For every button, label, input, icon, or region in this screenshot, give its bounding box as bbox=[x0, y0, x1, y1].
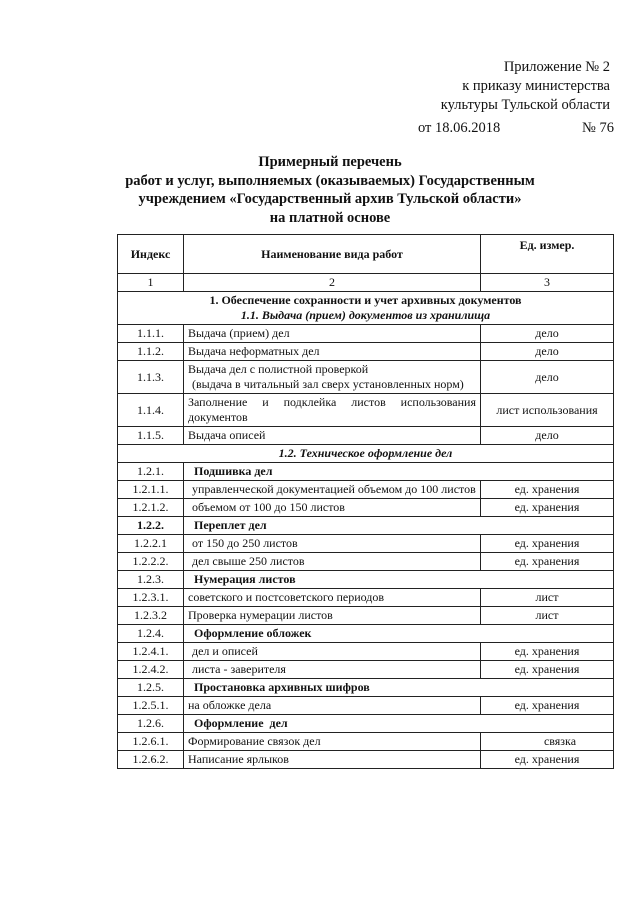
row-unit: ед. хранения bbox=[481, 499, 614, 517]
row-unit: дело bbox=[481, 343, 614, 361]
row-unit: ед. хранения bbox=[481, 751, 614, 769]
row-unit: дело bbox=[481, 361, 614, 394]
group-name: Переплет дел bbox=[184, 517, 614, 535]
row-unit: дело bbox=[481, 325, 614, 343]
table-row bbox=[118, 499, 614, 517]
column-number: 2 bbox=[184, 274, 481, 292]
subsection-title: 1.2. Техническое оформление дел bbox=[118, 445, 614, 463]
row-name: Выдача описей bbox=[184, 427, 481, 445]
table-header-row bbox=[118, 235, 614, 274]
order-number: № 76 bbox=[582, 120, 614, 136]
row-unit: связка bbox=[481, 733, 614, 751]
title-line-1: Примерный перечень bbox=[258, 154, 402, 170]
section-row bbox=[118, 292, 614, 325]
table-row bbox=[118, 553, 614, 571]
row-unit: лист bbox=[481, 589, 614, 607]
header-name: Наименование вида работ bbox=[184, 235, 481, 274]
row-name: Выдача (прием) дел bbox=[184, 325, 481, 343]
services-table bbox=[117, 234, 614, 769]
title-line-3: учреждением «Государственный архив Тульской области» bbox=[138, 191, 522, 207]
row-index: 1.1.2. bbox=[118, 343, 184, 361]
title-line-2: работ и услуг, выполняемых (оказываемых) Государственным bbox=[125, 172, 535, 189]
row-unit: лист bbox=[481, 607, 614, 625]
row-index: 1.2.3.1. bbox=[118, 589, 184, 607]
group-row bbox=[118, 625, 614, 643]
row-unit: ед. хранения bbox=[481, 535, 614, 553]
column-number: 1 bbox=[118, 274, 184, 292]
column-numbers-row bbox=[118, 274, 614, 292]
row-name: Написание ярлыков bbox=[184, 751, 481, 769]
group-row bbox=[118, 571, 614, 589]
row-name: Заполнение и подклейка листов использования документов bbox=[184, 394, 481, 427]
row-index: 1.2.2.2. bbox=[118, 553, 184, 571]
group-name: Оформление дел bbox=[184, 715, 614, 733]
row-name-line-2: (выдача в читальный зал сверх установленных норм) bbox=[192, 377, 464, 391]
table-row bbox=[118, 343, 614, 361]
table-row bbox=[118, 697, 614, 715]
row-index: 1.1.5. bbox=[118, 427, 184, 445]
row-index: 1.2.3.2 bbox=[118, 607, 184, 625]
subsection-row bbox=[118, 445, 614, 463]
appendix-order-ref: к приказу министерства bbox=[462, 78, 610, 94]
row-unit: ед. хранения bbox=[481, 553, 614, 571]
row-unit: ед. хранения bbox=[481, 643, 614, 661]
row-name: листа - заверителя bbox=[184, 661, 481, 679]
table-row bbox=[118, 394, 614, 427]
row-name: Формирование связок дел bbox=[184, 733, 481, 751]
group-name: Нумерация листов bbox=[184, 571, 614, 589]
order-date: от 18.06.2018 bbox=[418, 120, 501, 136]
group-index: 1.2.1. bbox=[118, 463, 184, 481]
row-unit: лист использования bbox=[481, 394, 614, 427]
row-index: 1.2.6.1. bbox=[118, 733, 184, 751]
table-row bbox=[118, 733, 614, 751]
row-name: Выдача неформатных дел bbox=[184, 343, 481, 361]
row-name-line-1: Выдача дел с полистной проверкой bbox=[188, 362, 369, 376]
group-index: 1.2.3. bbox=[118, 571, 184, 589]
table-row bbox=[118, 427, 614, 445]
table-row bbox=[118, 325, 614, 343]
section-title: 1. Обеспечение сохранности и учет архивных документов bbox=[209, 293, 522, 307]
table-row bbox=[118, 535, 614, 553]
group-name: Подшивка дел bbox=[184, 463, 614, 481]
group-name: Простановка архивных шифров bbox=[184, 679, 614, 697]
row-name: от 150 до 250 листов bbox=[184, 535, 481, 553]
appendix-number: Приложение № 2 bbox=[503, 59, 610, 75]
row-index: 1.2.2.1 bbox=[118, 535, 184, 553]
row-index: 1.2.1.2. bbox=[118, 499, 184, 517]
row-unit: ед. хранения bbox=[481, 697, 614, 715]
header-unit: Ед. измер. bbox=[481, 235, 614, 274]
column-number: 3 bbox=[481, 274, 614, 292]
group-index: 1.2.2. bbox=[118, 517, 184, 535]
row-unit: ед. хранения bbox=[481, 481, 614, 499]
group-index: 1.2.4. bbox=[118, 625, 184, 643]
row-unit: дело bbox=[481, 427, 614, 445]
row-name: управленческой документацией объемом до 100 листов bbox=[184, 481, 481, 499]
subsection-title: 1.1. Выдача (прием) документов из хранилища bbox=[240, 308, 491, 322]
row-unit: ед. хранения bbox=[481, 661, 614, 679]
row-name: на обложке дела bbox=[184, 697, 481, 715]
group-row bbox=[118, 715, 614, 733]
row-index: 1.1.1. bbox=[118, 325, 184, 343]
row-name bbox=[184, 361, 481, 394]
table-row bbox=[118, 661, 614, 679]
table-row bbox=[118, 481, 614, 499]
group-row bbox=[118, 679, 614, 697]
appendix-header bbox=[350, 58, 610, 115]
row-name: Проверка нумерации листов bbox=[184, 607, 481, 625]
appendix-ministry: культуры Тульской области bbox=[440, 97, 610, 113]
row-index: 1.2.6.2. bbox=[118, 751, 184, 769]
row-name: объемом от 100 до 150 листов bbox=[184, 499, 481, 517]
table-row bbox=[118, 607, 614, 625]
title-line-4: на платной основе bbox=[269, 209, 391, 226]
row-name: советского и постсоветского периодов bbox=[184, 589, 481, 607]
row-index: 1.2.4.2. bbox=[118, 661, 184, 679]
group-index: 1.2.5. bbox=[118, 679, 184, 697]
row-index: 1.1.4. bbox=[118, 394, 184, 427]
header-index: Индекс bbox=[118, 235, 184, 274]
row-index: 1.2.5.1. bbox=[118, 697, 184, 715]
row-index: 1.2.4.1. bbox=[118, 643, 184, 661]
group-row bbox=[118, 463, 614, 481]
row-name: дел свыше 250 листов bbox=[184, 553, 481, 571]
group-name: Оформление обложек bbox=[184, 625, 614, 643]
group-index: 1.2.6. bbox=[118, 715, 184, 733]
row-name: дел и описей bbox=[184, 643, 481, 661]
table-row bbox=[118, 751, 614, 769]
table-row bbox=[118, 589, 614, 607]
group-row bbox=[118, 517, 614, 535]
table-row bbox=[118, 361, 614, 394]
table-row bbox=[118, 643, 614, 661]
document-title bbox=[110, 153, 550, 227]
row-index: 1.2.1.1. bbox=[118, 481, 184, 499]
row-index: 1.1.3. bbox=[118, 361, 184, 394]
